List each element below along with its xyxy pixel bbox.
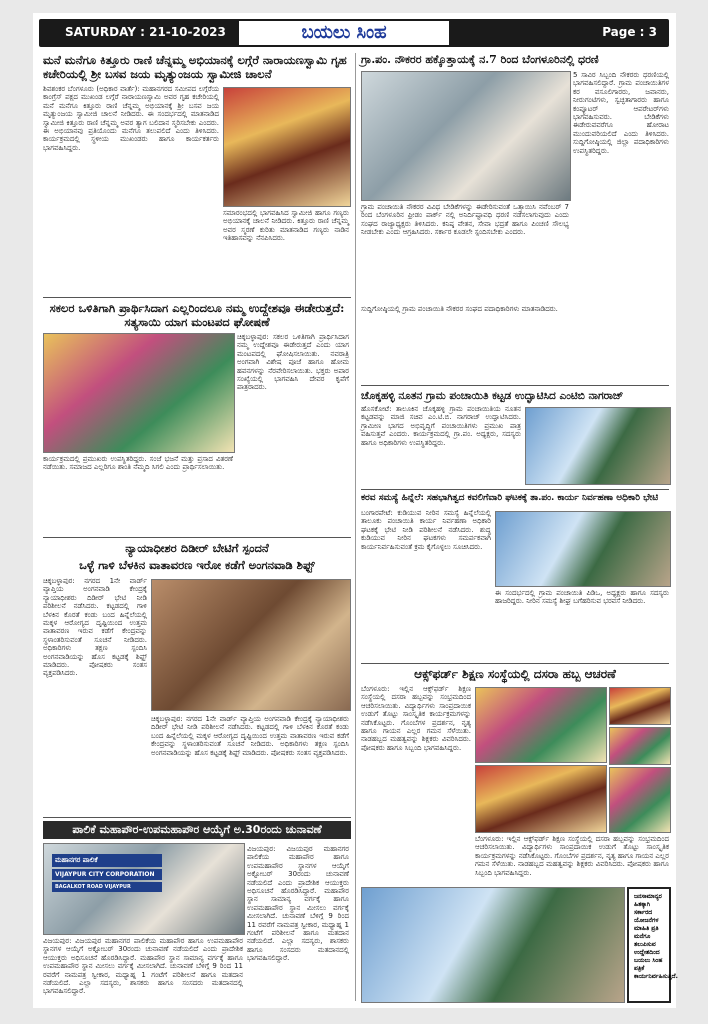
article-b2-photo [525,407,671,485]
article-a4-photo [43,843,245,935]
issue-date: SATURDAY : 21-10-2023 [65,25,226,39]
article-b3-photo [495,511,671,587]
divider [43,817,351,818]
article-b4-body-continued: ಬೆಂಗಳೂರು: ಇಲ್ಲಿನ ಆಕ್ಸ್‌ಫರ್ಡ್ ಶಿಕ್ಷಣ ಸಂಸ್ಥೆಯಲ್ಲಿ ದಸರಾ ಹಬ್ಬವನ್ನು ಸಂಭ್ರಮದಿಂದ ಆಚರಿಸಲಾಯಿತು. ವಿದ್ಯಾರ್ಥಿಗಳು ಸಾಂಪ್ರದಾಯಿಕ ಉಡುಗೆ ತೊಟ್ಟು ಸಾಂಸ್ಕೃತಿಕ ಕಾರ್ಯಕ್ರಮಗಳನ್ನು ನಡೆಸಿಕೊಟ್ಟರು. ಗೊಂಬೆಗಳ ಪ್ರದರ್ಶನ, ನೃತ್ಯ ಹಾಗೂ ಗಾಯನ ಎಲ್ಲರ ಗಮನ ಸೆಳೆಯಿತು. ನಾಡಹಬ್ಬದ ಮಹತ್ವವನ್ನು ಶಿಕ್ಷಕರು ವಿವರಿಸಿದರು. ಪೋಷಕರು ಹಾಗೂ ಸಿಬ್ಬಂದಿ ಭಾಗವಹಿಸಿದ್ದರು. [475,835,669,877]
article-b4-photo-4 [475,765,607,833]
signboard-address: BAGALKOT ROAD VIJAYPUR [52,882,162,892]
article-a3-headline-top: ನ್ಯಾಯಾಧೀಶರ ದಿಡೀರ್ ಬೇಟಿಗೆ ಸ್ಪಂದನೆ [125,541,269,555]
divider [43,297,351,298]
article-b2-body: ಹೊಸಕೋಟೆ: ತಾಲೂಕಿನ ಚೊಕ್ಕಹಳ್ಳಿ ಗ್ರಾಮ ಪಂಚಾಯಿತಿಯ ನೂತನ ಕಟ್ಟಡವನ್ನು ಮಾಜಿ ಸಚಿವ ಎಂ.ಟಿ.ಬಿ. ನಾಗರಾಜ್ ಉದ್ಘಾಟಿಸಿದರು. ಗ್ರಾಮೀಣ ಭಾಗದ ಅಭಿವೃದ್ಧಿಗೆ ಪಂಚಾಯಿತಿಗಳು ಪ್ರಮುಖ ಪಾತ್ರ ವಹಿಸುತ್ತವೆ ಎಂದರು. ಕಾರ್ಯಕ್ರಮದಲ್ಲಿ ಗ್ರಾ.ಪಂ. ಅಧ್ಯಕ್ಷರು, ಸದಸ್ಯರು ಹಾಗೂ ಅಧಿಕಾರಿಗಳು ಉಪಸ್ಥಿತರಿದ್ದರು. [361,405,521,447]
article-a3-photo [151,579,351,711]
article-a4-body-continued: ವಿಜಯಪುರ: ವಿಜಯಪುರ ಮಹಾನಗರ ಪಾಲಿಕೆಯ ಮಹಾಪೌರ ಹಾಗೂ ಉಪಮಹಾಪೌರ ಸ್ಥಾನಗಳ ಆಯ್ಕೆಗೆ ಅಕ್ಟೋಬರ್ 30ರಂದು ಚುನಾವಣೆ ನಡೆಯಲಿದೆ ಎಂದು ಪ್ರಾದೇಶಿಕ ಆಯುಕ್ತರು ಅಧಿಸೂಚನೆ ಹೊರಡಿಸಿದ್ದಾರೆ. ಮಹಾಪೌರ ಸ್ಥಾನ ಸಾಮಾನ್ಯ ವರ್ಗಕ್ಕೆ ಹಾಗೂ ಉಪಮಹಾಪೌರ ಸ್ಥಾನ ಮೀಸಲು ವರ್ಗಕ್ಕೆ ಮೀಸಲಾಗಿದೆ. ಚುನಾವಣೆ ಬೆಳಿಗ್ಗೆ 9 ರಿಂದ 11 ರವರೆಗೆ ನಾಮಪತ್ರ ಸ್ವೀಕಾರ, ಮಧ್ಯಾಹ್ನ 1 ಗಂಟೆಗೆ ಪರಿಶೀಲನೆ ಹಾಗೂ ಮತದಾನ ನಡೆಯಲಿದೆ. ಎಲ್ಲಾ ಸದಸ್ಯರು, ಶಾಸಕರು ಹಾಗೂ ಸಂಸದರು ಮತದಾನದಲ್ಲಿ ಭಾಗವಹಿಸಲಿದ್ದಾರೆ. [247,845,349,963]
signboard-english: VIJAYPUR CITY CORPORATION [52,869,162,880]
article-b3-body: ಬಂಗಾರಪೇಟೆ: ಕುಡಿಯುವ ನೀರಿನ ಸಮಸ್ಯೆ ಹಿನ್ನೆಲೆಯಲ್ಲಿ ತಾಲೂಕು ಪಂಚಾಯಿತಿ ಕಾರ್ಯ ನಿರ್ವಹಣಾ ಅಧಿಕಾರಿ ಘಟಕಕ್ಕೆ ಭೇಟಿ ನೀಡಿ ಪರಿಶೀಲನೆ ನಡೆಸಿದರು. ಶುದ್ಧ ಕುಡಿಯುವ ನೀರಿನ ಘಟಕಗಳು ಸಮರ್ಪಕವಾಗಿ ಕಾರ್ಯನಿರ್ವಹಿಸುವಂತೆ ಕ್ರಮ ಕೈಗೊಳ್ಳಲು ಸೂಚಿಸಿದರು. [361,509,491,551]
divider [43,537,351,538]
article-a2-photo [43,333,235,453]
newspaper-name: ಬಯಲು ಸಿಂಹ [239,21,449,45]
article-b1-body: ಗ್ರಾಮ ಪಂಚಾಯಿತಿ ನೌಕರರ ವಿವಿಧ ಬೇಡಿಕೆಗಳನ್ನು ಈಡೇರಿಸುವಂತೆ ಒತ್ತಾಯಿಸಿ ನವೆಂಬರ್ 7 ರಿಂದ ಬೆಂಗಳೂರಿನ ಫ್ರೀಡಂ ಪಾರ್ಕ್ ನಲ್ಲಿ ಅನಿರ್ದಿಷ್ಟಾವಧಿ ಧರಣಿ ನಡೆಸಲಾಗುವುದು ಎಂದು ಸಂಘದ ರಾಜ್ಯಾಧ್ಯಕ್ಷರು ತಿಳಿಸಿದರು. ಕನಿಷ್ಠ ವೇತನ, ಸೇವಾ ಭದ್ರತೆ ಹಾಗೂ ಪಿಂಚಣಿ ಸೌಲಭ್ಯ ನೀಡಬೇಕು ಎಂದು ಆಗ್ರಹಿಸಿದರು. ಸರ್ಕಾರ ಕೂಡಲೇ ಸ್ಪಂದಿಸಬೇಕು ಎಂದರು. [361,203,569,237]
article-b4-photo-1 [475,687,607,763]
article-a1-body: ಶಿವಶಂಕರ ಬೆಂಗಳೂರು (ಅಧಿಕಾರ ವಾರ್ತೆ): ಮಹಾನಗರದ ಸಮೀಪದ ಲಗ್ಗೆರೆಯ ಕಾಂಗ್ರೆಸ್ ಪಕ್ಷದ ಮುಖಂಡ ಲಗ್ಗೆರೆ ನಾರಾಯಣಸ್ವಾಮಿ ಅವರ ಗೃಹ ಕಚೇರಿಯಲ್ಲಿ ಮನೆ ಮನೆಗೂ ಕಿತ್ತೂರು ರಾಣಿ ಚೆನ್ನಮ್ಮ ಅಭಿಯಾನಕ್ಕೆ ಶ್ರೀ ಬಸವ ಜಯ ಮೃತ್ಯುಂಜಯ ಸ್ವಾಮೀಜಿ ಚಾಲನೆ ನೀಡಿದರು. ಈ ಸಂದರ್ಭದಲ್ಲಿ ಮಾತನಾಡಿದ ಸ್ವಾಮೀಜಿ ಕಿತ್ತೂರು ರಾಣಿ ಚೆನ್ನಮ್ಮ ಅವರ ತ್ಯಾಗ ಬಲಿದಾನ ಸ್ಮರಿಸಬೇಕು ಎಂದರು. ಈ ಅಭಿಯಾನವು ಪ್ರತಿಯೊಂದು ಮನೆಗೂ ತಲುಪಲಿದೆ ಎಂದು ತಿಳಿಸಿದರು. ಕಾರ್ಯಕ್ರಮದಲ್ಲಿ ಸ್ಥಳೀಯ ಮುಖಂಡರು ಹಾಗೂ ಕಾರ್ಯಕರ್ತರು ಭಾಗವಹಿಸಿದ್ದರು. [43,85,219,152]
article-a3-body: ಚಿಕ್ಕಬಳ್ಳಾಪುರ: ನಗರದ 1ನೇ ವಾರ್ಡ್ ವ್ಯಾಪ್ತಿಯ ಅಂಗನವಾಡಿ ಕೇಂದ್ರಕ್ಕೆ ನ್ಯಾಯಾಧೀಶರು ದಿಡೀರ್ ಭೇಟಿ ನೀಡಿ ಪರಿಶೀಲನೆ ನಡೆಸಿದರು. ಕಟ್ಟಡದಲ್ಲಿ ಗಾಳಿ ಬೆಳಕಿನ ಕೊರತೆ ಕಂಡು ಬಂದ ಹಿನ್ನೆಲೆಯಲ್ಲಿ ಮಕ್ಕಳ ಆರೋಗ್ಯದ ದೃಷ್ಟಿಯಿಂದ ಉತ್ತಮ ವಾತಾವರಣ ಇರುವ ಕಡೆಗೆ ಕೇಂದ್ರವನ್ನು ಸ್ಥಳಾಂತರಿಸುವಂತೆ ಸೂಚನೆ ನೀಡಿದರು. ಅಧಿಕಾರಿಗಳು ತಕ್ಷಣ ಸ್ಪಂದಿಸಿ ಅಂಗನವಾಡಿಯನ್ನು ಹೊಸ ಕಟ್ಟಡಕ್ಕೆ ಶಿಫ್ಟ್ ಮಾಡಿದರು. ಪೋಷಕರು ಸಂತಸ ವ್ಯಕ್ತಪಡಿಸಿದರು. [43,577,147,678]
article-a1-photo [223,87,351,207]
divider [361,489,669,490]
article-b1-photo [361,71,571,201]
article-b4-body: ಬೆಂಗಳೂರು: ಇಲ್ಲಿನ ಆಕ್ಸ್‌ಫರ್ಡ್ ಶಿಕ್ಷಣ ಸಂಸ್ಥೆಯಲ್ಲಿ ದಸರಾ ಹಬ್ಬವನ್ನು ಸಂಭ್ರಮದಿಂದ ಆಚರಿಸಲಾಯಿತು. ವಿದ್ಯಾರ್ಥಿಗಳು ಸಾಂಪ್ರದಾಯಿಕ ಉಡುಗೆ ತೊಟ್ಟು ಸಾಂಸ್ಕೃತಿಕ ಕಾರ್ಯಕ್ರಮಗಳನ್ನು ನಡೆಸಿಕೊಟ್ಟರು. ಗೊಂಬೆಗಳ ಪ್ರದರ್ಶನ, ನೃತ್ಯ ಹಾಗೂ ಗಾಯನ ಎಲ್ಲರ ಗಮನ ಸೆಳೆಯಿತು. ನಾಡಹಬ್ಬದ ಮಹತ್ವವನ್ನು ಶಿಕ್ಷಕರು ವಿವರಿಸಿದರು. ಪೋಷಕರು ಹಾಗೂ ಸಿಬ್ಬಂದಿ ಭಾಗವಹಿಸಿದ್ದರು. [361,685,471,752]
article-a1-headline: ಮನೆ ಮನೆಗೂ ಕಿತ್ತೂರು ರಾಣಿ ಚೆನ್ನಮ್ಮ ಅಭಿಯಾನಕ್ಕೆ ಲಗ್ಗೆರೆ ನಾರಾಯಣಸ್ವಾಮಿ ಗೃಹ ಕಚೇರಿಯಲ್ಲಿ ಶ್ರೀ ಬಸವ ಜಯ ಮೃತ್ಯುಂಜಯ ಸ್ವಾಮೀಜಿ ಚಾಲನೆ [43,53,347,81]
article-a2-body-continued: ಕಾರ್ಯಕ್ರಮದಲ್ಲಿ ಪ್ರಮುಖರು ಉಪಸ್ಥಿತರಿದ್ದರು. ಸಂಜೆ ಭಜನೆ ಮತ್ತು ಪ್ರಸಾದ ವಿತರಣೆ ನಡೆಯಿತು. ಸಮಾಜದ ಎಲ್ಲರಿಗೂ ಶಾಂತಿ ನೆಮ್ಮದಿ ಸಿಗಲಿ ಎಂದು ಪ್ರಾರ್ಥಿಸಲಾಯಿತು. [43,455,233,472]
article-b1-caption: ಸುದ್ದಿಗೋಷ್ಠಿಯಲ್ಲಿ ಗ್ರಾಮ ಪಂಚಾಯಿತಿ ನೌಕರರ ಸಂಘದ ಪದಾಧಿಕಾರಿಗಳು ಮಾತನಾಡಿದರು. [361,305,558,313]
newspaper-page [33,13,676,1008]
article-b4-photo-6 [361,887,625,1003]
column-divider [355,53,356,1001]
article-b1-side-text: 5 ಸಾವಿರ ಸಿಬ್ಬಂದಿ ನೌಕರರು ಧರಣಿಯಲ್ಲಿ ಭಾಗವಹಿಸಲಿದ್ದಾರೆ. ಗ್ರಾಮ ಪಂಚಾಯಿತಿಗಳ ಕರ ವಸೂಲಿಗಾರರು, ಜವಾನರು, ನೀರುಗಂಟಿಗಳು, ಸ್ವಚ್ಛತಾಗಾರರು ಹಾಗೂ ಕಂಪ್ಯೂಟರ್ ಆಪರೇಟರ್‌ಗಳು ಭಾಗವಹಿಸುವರು. ಬೇಡಿಕೆಗಳು ಈಡೇರುವವರೆಗೂ ಹೋರಾಟ ಮುಂದುವರಿಯಲಿದೆ ಎಂದು ತಿಳಿಸಿದರು. ಸುದ್ದಿಗೋಷ್ಠಿಯಲ್ಲಿ ಜಿಲ್ಲಾ ಪದಾಧಿಕಾರಿಗಳು ಉಪಸ್ಥಿತರಿದ್ದರು. [573,71,669,155]
article-b2-headline: ಚೊಕ್ಕಹಳ್ಳಿ ನೂತನ ಗ್ರಾಮ ಪಂಚಾಯಿತಿ ಕಟ್ಟಡ ಉದ್ಘಾಟಿಸಿದ ಎಂಟಿಬಿ ನಾಗರಾಜ್ [361,390,624,402]
article-a3-body-continued: ಚಿಕ್ಕಬಳ್ಳಾಪುರ: ನಗರದ 1ನೇ ವಾರ್ಡ್ ವ್ಯಾಪ್ತಿಯ ಅಂಗನವಾಡಿ ಕೇಂದ್ರಕ್ಕೆ ನ್ಯಾಯಾಧೀಶರು ದಿಡೀರ್ ಭೇಟಿ ನೀಡಿ ಪರಿಶೀಲನೆ ನಡೆಸಿದರು. ಕಟ್ಟಡದಲ್ಲಿ ಗಾಳಿ ಬೆಳಕಿನ ಕೊರತೆ ಕಂಡು ಬಂದ ಹಿನ್ನೆಲೆಯಲ್ಲಿ ಮಕ್ಕಳ ಆರೋಗ್ಯದ ದೃಷ್ಟಿಯಿಂದ ಉತ್ತಮ ವಾತಾವರಣ ಇರುವ ಕಡೆಗೆ ಕೇಂದ್ರವನ್ನು ಸ್ಥಳಾಂತರಿಸುವಂತೆ ಸೂಚನೆ ನೀಡಿದರು. ಅಧಿಕಾರಿಗಳು ತಕ್ಷಣ ಸ್ಪಂದಿಸಿ ಅಂಗನವಾಡಿಯನ್ನು ಹೊಸ ಕಟ್ಟಡಕ್ಕೆ ಶಿಫ್ಟ್ ಮಾಡಿದರು. ಪೋಷಕರು ಸಂತಸ ವ್ಯಕ್ತಪಡಿಸಿದರು. [151,715,349,757]
article-a3-headline-main: ಒಳ್ಳೆ ಗಾಳಿ ಬೆಳಕಿನ ವಾತಾವರಣ ಇರೋ ಕಡೆಗೆ ಅಂಗನವಾಡಿ ಶಿಫ್ಟ್ [79,558,315,572]
article-a2-body: ಚಿಕ್ಕಬಳ್ಳಾಪುರ: ಸಕಲರ ಒಳಿತಿಗಾಗಿ ಪ್ರಾರ್ಥಿಸಿದಾಗ ನಮ್ಮ ಉದ್ದೇಶವೂ ಈಡೇರುತ್ತದೆ ಎಂದು ಯಾಗ ಮಂಟಪದಲ್ಲಿ ಘೋಷಿಸಲಾಯಿತು. ನವರಾತ್ರಿ ಅಂಗವಾಗಿ ವಿಶೇಷ ಪೂಜೆ ಹಾಗೂ ಹೋಮ ಹವನಗಳನ್ನು ನೆರವೇರಿಸಲಾಯಿತು. ಭಕ್ತರು ಅಪಾರ ಸಂಖ್ಯೆಯಲ್ಲಿ ಭಾಗವಹಿಸಿ ದೇವರ ಕೃಪೆಗೆ ಪಾತ್ರರಾದರು. [237,333,349,392]
article-b4-headline: ಆಕ್ಸ್‌ಫರ್ಡ್ ಶಿಕ್ಷಣ ಸಂಸ್ಥೆಯಲ್ಲಿ ದಸರಾ ಹಬ್ಬ ಆಚರಣೆ [414,667,616,681]
divider [361,663,669,664]
article-b4-photo-3 [609,727,671,765]
signboard-kannada: ಮಹಾನಗರ ಪಾಲಿಕೆ [52,854,162,867]
article-b1-headline: ಗ್ರಾ.ಪಂ. ನೌಕರರ ಹಕ್ಕೊತ್ತಾಯಕ್ಕೆ ನ.7 ರಿಂದ ಬೆಂಗಳೂರಿನಲ್ಲಿ ಧರಣಿ [361,53,599,66]
notice-box: ಜನಸಾಮಾನ್ಯರ ಹಿತಕ್ಕಾಗಿ ಸರ್ಕಾರದ ಯೋಜನೆಗಳ ಮಾಹಿತಿ ಪ್ರತಿ ಮನೆಗೂ ತಲುಪಿಸುವ ಉದ್ದೇಶದಿಂದ ಬಯಲು ಸಿಂಹ ಪತ್ರಿಕೆ ಕಾರ್ಯನಿರ್ವಹಿಸುತ್ತಿದೆ. [627,887,671,1003]
masthead [39,19,669,47]
article-b4-photo-5 [609,767,671,833]
page-number: Page : 3 [602,25,657,39]
article-b3-side-text: ಈ ಸಂದರ್ಭದಲ್ಲಿ ಗ್ರಾಮ ಪಂಚಾಯಿತಿ ಪಿಡಿಒ, ಅಧ್ಯಕ್ಷರು ಹಾಗೂ ಸದಸ್ಯರು ಹಾಜರಿದ್ದರು. ನೀರಿನ ಸಮಸ್ಯೆ ಶೀಘ್ರ ಬಗೆಹರಿಸುವ ಭರವಸೆ ನೀಡಿದರು. [495,589,669,606]
divider [361,385,669,386]
article-a4-headline: ಪಾಲಿಕೆ ಮಹಾಪೌರ-ಉಪಮಹಾಪೌರ ಆಯ್ಕೆಗೆ ಅ.30ರಂದು ಚುನಾವಣೆ [43,821,351,839]
article-a4-body: ವಿಜಯಪುರ: ವಿಜಯಪುರ ಮಹಾನಗರ ಪಾಲಿಕೆಯ ಮಹಾಪೌರ ಹಾಗೂ ಉಪಮಹಾಪೌರ ಸ್ಥಾನಗಳ ಆಯ್ಕೆಗೆ ಅಕ್ಟೋಬರ್ 30ರಂದು ಚುನಾವಣೆ ನಡೆಯಲಿದೆ ಎಂದು ಪ್ರಾದೇಶಿಕ ಆಯುಕ್ತರು ಅಧಿಸೂಚನೆ ಹೊರಡಿಸಿದ್ದಾರೆ. ಮಹಾಪೌರ ಸ್ಥಾನ ಸಾಮಾನ್ಯ ವರ್ಗಕ್ಕೆ ಹಾಗೂ ಉಪಮಹಾಪೌರ ಸ್ಥಾನ ಮೀಸಲು ವರ್ಗಕ್ಕೆ ಮೀಸಲಾಗಿದೆ. ಚುನಾವಣೆ ಬೆಳಿಗ್ಗೆ 9 ರಿಂದ 11 ರವರೆಗೆ ನಾಮಪತ್ರ ಸ್ವೀಕಾರ, ಮಧ್ಯಾಹ್ನ 1 ಗಂಟೆಗೆ ಪರಿಶೀಲನೆ ಹಾಗೂ ಮತದಾನ ನಡೆಯಲಿದೆ. ಎಲ್ಲಾ ಸದಸ್ಯರು, ಶಾಸಕರು ಹಾಗೂ ಸಂಸದರು ಮತದಾನದಲ್ಲಿ ಭಾಗವಹಿಸಲಿದ್ದಾರೆ. [43,937,243,996]
article-a1-caption: ಸಮಾರಂಭದಲ್ಲಿ ಭಾಗವಹಿಸಿದ ಸ್ವಾಮೀಜಿ ಹಾಗೂ ಗಣ್ಯರು ಅಭಿಯಾನಕ್ಕೆ ಚಾಲನೆ ನೀಡಿದರು. ಕಿತ್ತೂರು ರಾಣಿ ಚೆನ್ನಮ್ಮ ಅವರ ಸ್ಮರಣೆ ಕುರಿತು ಮಾತನಾಡಿದ ಗಣ್ಯರು ನಾಡಿನ ಇತಿಹಾಸವನ್ನು ನೆನಪಿಸಿದರು. [223,209,349,243]
article-a2-headline: ಸಕಲರ ಒಳಿತಿಗಾಗಿ ಪ್ರಾರ್ಥಿಸಿದಾಗ ಎಲ್ಲರಿಂದಲೂ ನಮ್ಮ ಉದ್ದೇಶವೂ ಈಡೇರುತ್ತದೆ: ಸತ್ಯಸಾಯಿ ಯಾಗ ಮಂಟಪದ ಘೋಷಣೆ [49,301,345,329]
article-b3-headline: ಕರವ ಸಮಸ್ಯೆ ಹಿನ್ನೆಲೆ: ಸಹಭಾಗಿತ್ವದ ಕವಲಿಗೆವಾರಿ ಘಟಕಕ್ಕೆ ತಾ.ಪಂ. ಕಾರ್ಯ ನಿರ್ವಹಣಾ ಅಧಿಕಾರಿ ಭೇಟಿ [361,493,659,503]
article-b4-photo-2 [609,687,671,725]
